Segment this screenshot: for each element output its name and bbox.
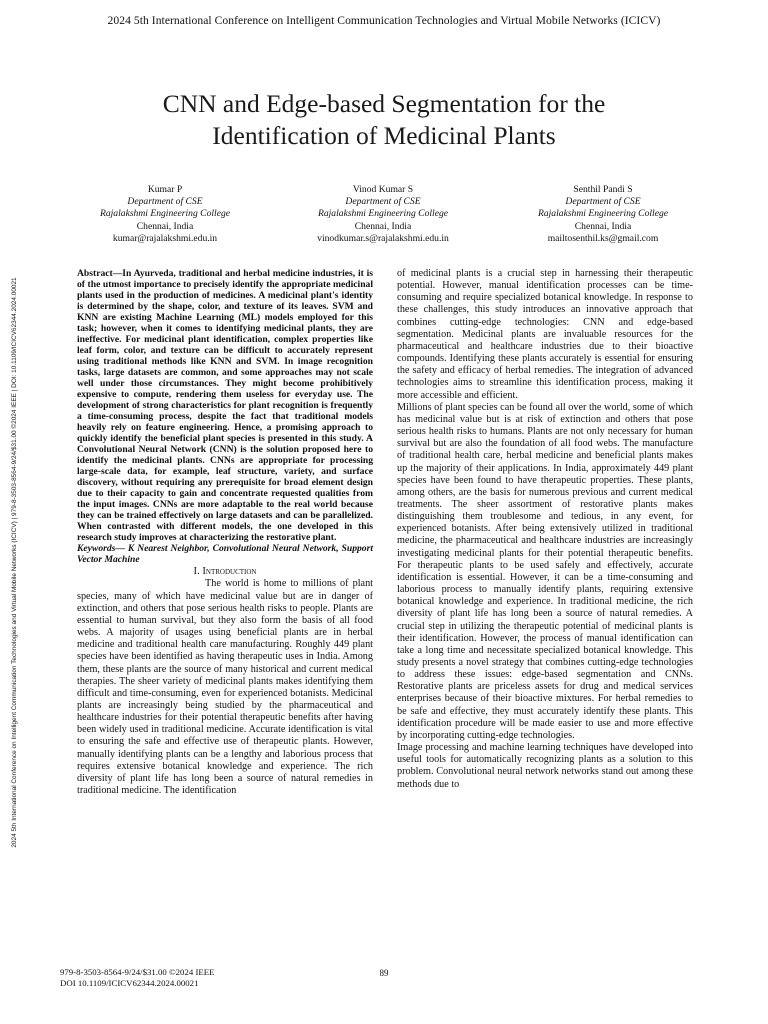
author-college: Rajalakshmi Engineering College [317,208,449,220]
author-name: Senthil Pandi S [573,184,633,195]
body-paragraph: of medicinal plants is a crucial step in harnessing their therapeutic potential. However, manual identification processes can be time-consuming and require specialized botanical knowledge. In response to these challenges, this study introduces an innovative approach that combines cutting-edge technologies: CNN and edge-based segmentation. Medicinal plants are invaluable resources for the pharmaceutical and healthcare industries due to their bioactive compounds. Identifying these plants accurately is essential for ensuring the safety and efficacy of herbal remedies. The integration of advanced technologies aims to streamline this identification process, making it more accessible and efficient. [397,268,693,401]
keywords: Keywords— K Nearest Neighbor, Convolutional Neural Network, Support Vector Machine [77,543,373,566]
author-block-2 [273,184,493,245]
author-college: Rajalakshmi Engineering College [537,208,669,220]
author-email: mailtosenthil.ks@gmail.com [547,232,659,244]
paper-title-line2: Identification of Medicinal Plants [212,121,556,150]
page-number: 89 [379,968,389,978]
author-college: Rajalakshmi Engineering College [99,208,231,220]
body-paragraph: Image processing and machine learning techniques have developed into useful tools for automatically recognizing plants as a solution to this problem. Convolutional neural network networks stand out among these methods due to [397,742,693,790]
author-block-3 [493,184,713,245]
author-email: vinodkumar.s@rajalakshmi.edu.in [317,232,449,244]
right-column [397,268,693,791]
author-department: Department of CSE [127,196,203,208]
author-department: Department of CSE [565,196,641,208]
body-paragraph: Millions of plant species can be found all over the world, some of which has medicinal value but is at risk of extinction and others that pose serious health risks to humans. Plants are not only necessary for human survival but are also the foundation of all food webs. The manufacture of traditional health care, herbal medicine and beneficial plants makes up the majority of their applications. In India, approximately 449 plant species have been found to have therapeutic properties. These plants, among others, are the basis for numerous previous and current medical treatments. The sheer assortment of restorative plants makes distinguishing them troublesome and tedious, in any event, for experienced botanists. After being extensively utilized in traditional medicine, the pharmaceutical and healthcare industries are increasingly investigating medicinal plants for their potential therapeutic benefits. For therapeutic plants to be used safely and effectively, accurate identification is essential. However, it can be a time-consuming and laborious process to manually identify plants, requiring extensive botanical knowledge and experience. In traditional medicine, the rich diversity of plant life has long been a source of natural remedies. A crucial step in utilizing the therapeutic potential of medicinal plants is their identification. However, the process of manual identification can take a long time and necessitate specialized botanical knowledge. This study presents a novel strategy that combines cutting-edge technologies to address these issues: edge-based segmentation and CNNs. Restorative plants are priceless assets for drug and medical services enterprises because of their bioactive mixtures. For herbal remedies to be safe and effective, they must accurately identify these plants. This identification procedure will be made easier to use and more effective by incorporating cutting-edge technologies. [397,401,693,741]
author-name: Kumar P [147,184,183,195]
author-city: Chennai, India [574,220,632,232]
left-column [77,268,373,797]
intro-paragraph: The world is home to millions of plant species, many of which have medicinal value but are in danger of extinction, and others that pose serious health risks to people. Plants are essential to human survival, but they also form the basis of all food webs. A majority of usages using beneficial plants are in herbal medicine and traditional health care manufacturing. Roughly 449 plant species have been identified as having therapeutic uses in India. Among them, these plants are the source of many historical and current medical therapies. The sheer variety of medicinal plants makes identifying them difficult and time-consuming, even for experienced botanists. Medicinal plants are increasingly being studied by the pharmaceutical and healthcare industries for their potential therapeutic benefits after having been widely used in traditional medicine. Accurate identification is vital to ensuring the safe and effective use of therapeutic plants. However, manually identifying plants can be a lengthy and laborious process that requires extensive botanical knowledge and experience. The rich diversity of plant life has long been a source of natural remedies in traditional medicine. The identification [77,578,373,797]
footer-doi: DOI 10.1109/ICICV62344.2024.00021 [60,978,199,988]
author-email: kumar@rajalakshmi.edu.in [112,232,218,244]
side-metadata-text: 2024 5th International Conference on Intelligent Communication Technologies and Virtual Mobile Networks (ICICV) | 979-8-3503-8564-9/24/$31.00 ©2024 IEEE | DOI: 10.1109/ICICV62344.2024.00021 [11,277,18,848]
abstract: Abstract—In Ayurveda, traditional and herbal medicine industries, it is of the utmost importance to precisely identify the appropriate medicinal plants used in the production of medicines. A medicinal plant's identity is determined by the shape, color, and texture of its leaves. SVM and KNN are existing Machine Learning (ML) models employed for this task; however, when it comes to identifying medicinal plants, they are ineffective. For medicinal plant identification, complex properties like leaf form, color, and texture can be difficult to accurately represent using traditional methods like KNN and SVM. In image recognition tasks, large datasets are common, and some approaches may not scale well under those circumstances. They might become prohibitively expensive to compute, rendering them useless for everyday use. The development of strong characteristics for plant recognition is frequently a time-consuming process, despite the fact that traditional models heavily rely on feature engineering. Hence, a promising approach to quickly identify the beneficial plant species is presented in this study. A Convolutional Neural Network (CNN) is the solution proposed here to identify the medicinal plants. CNNs are appropriate for processing large-scale data, for example, leaf structure, variety, and surface discovery, without requiring any prerequisite for broad element design due to their capacity to gain and concentrate requested qualities from the input images. CNNs are more adaptable to the real world because they can be trained effectively on large datasets and can be parallelized. When contrasted with different models, the one developed in this research study improves at characterizing the restorative plant. [77,268,373,544]
paper-title-line1: CNN and Edge-based Segmentation for the [162,89,606,118]
paper-title [60,88,708,152]
section-heading-introduction: I. Introduction [193,566,257,578]
conference-header: 2024 5th International Conference on Intelligent Communication Technologies and Virtual Mobile Networks (ICICV) [107,14,661,27]
author-block-1 [55,184,275,245]
author-name: Vinod Kumar S [352,184,414,195]
footer-isbn: 979-8-3503-8564-9/24/$31.00 ©2024 IEEE [60,967,215,977]
author-department: Department of CSE [345,196,421,208]
author-city: Chennai, India [354,220,412,232]
author-city: Chennai, India [136,220,194,232]
side-metadata-strip [9,160,21,965]
